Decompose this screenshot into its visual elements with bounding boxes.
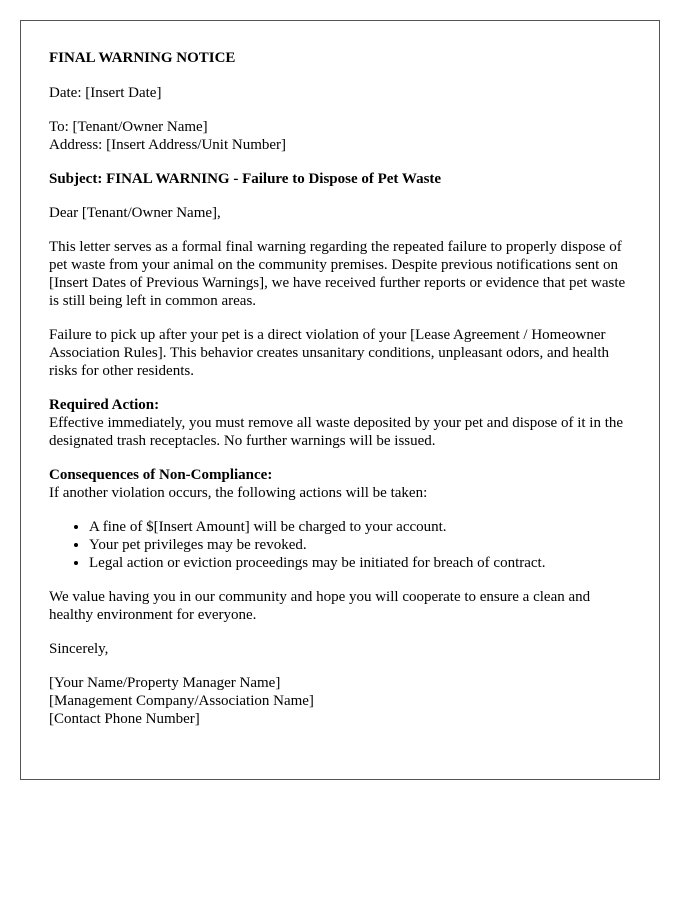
recipient-address: Address: [Insert Address/Unit Number] (49, 137, 287, 153)
consequences-heading: Consequences of Non-Compliance: (49, 467, 273, 483)
body-paragraph-2: Failure to pick up after your pet is a direct violation of your [Lease Agreement / Homeowner Association Rules]. This behavior creates unsanitary conditions, unpleasant odors, and health risks for other residents. (49, 327, 610, 379)
letter-title: FINAL WARNING NOTICE (49, 50, 236, 66)
signature-name: [Your Name/Property Manager Name] (49, 675, 281, 691)
consequences-section (49, 466, 631, 572)
consequences-list (49, 518, 631, 572)
body-paragraph-1: This letter serves as a formal final warning regarding the repeated failure to properly dispose of pet waste from your animal on the community premises. Despite previous notifications sent on [Insert Dates of Previous Warnings], we have received further reports or evidence that pet waste is still being left in common areas. (49, 239, 626, 309)
list-item: • A fine of $[Insert Amount] will be charged to your account. (89, 518, 631, 536)
recipient-block (49, 118, 631, 154)
recipient-to: To: [Tenant/Owner Name] (49, 119, 208, 135)
required-action-heading: Required Action: (49, 397, 160, 413)
signature-phone: [Contact Phone Number] (49, 711, 200, 727)
subject-line: Subject: FINAL WARNING - Failure to Dispose of Pet Waste (49, 171, 442, 187)
salutation: Dear [Tenant/Owner Name], (49, 205, 221, 221)
signature-company: [Management Company/Association Name] (49, 693, 314, 709)
consequences-intro: If another violation occurs, the following actions will be taken: (49, 485, 428, 501)
list-item: • Your pet privileges may be revoked. (89, 536, 631, 554)
closing-paragraph: We value having you in our community and hope you will cooperate to ensure a clean and healthy environment for everyone. (49, 589, 591, 623)
sign-off: Sincerely, (49, 641, 109, 657)
date-line: Date: [Insert Date] (49, 85, 162, 101)
required-action-text: Effective immediately, you must remove all waste deposited by your pet and dispose of it in the designated trash receptacles. No further warnings will be issued. (49, 415, 624, 449)
letter-page (20, 20, 660, 780)
list-item: • Legal action or eviction proceedings may be initiated for breach of contract. (89, 554, 631, 572)
required-action-section (49, 396, 631, 450)
signature-block (49, 674, 631, 728)
